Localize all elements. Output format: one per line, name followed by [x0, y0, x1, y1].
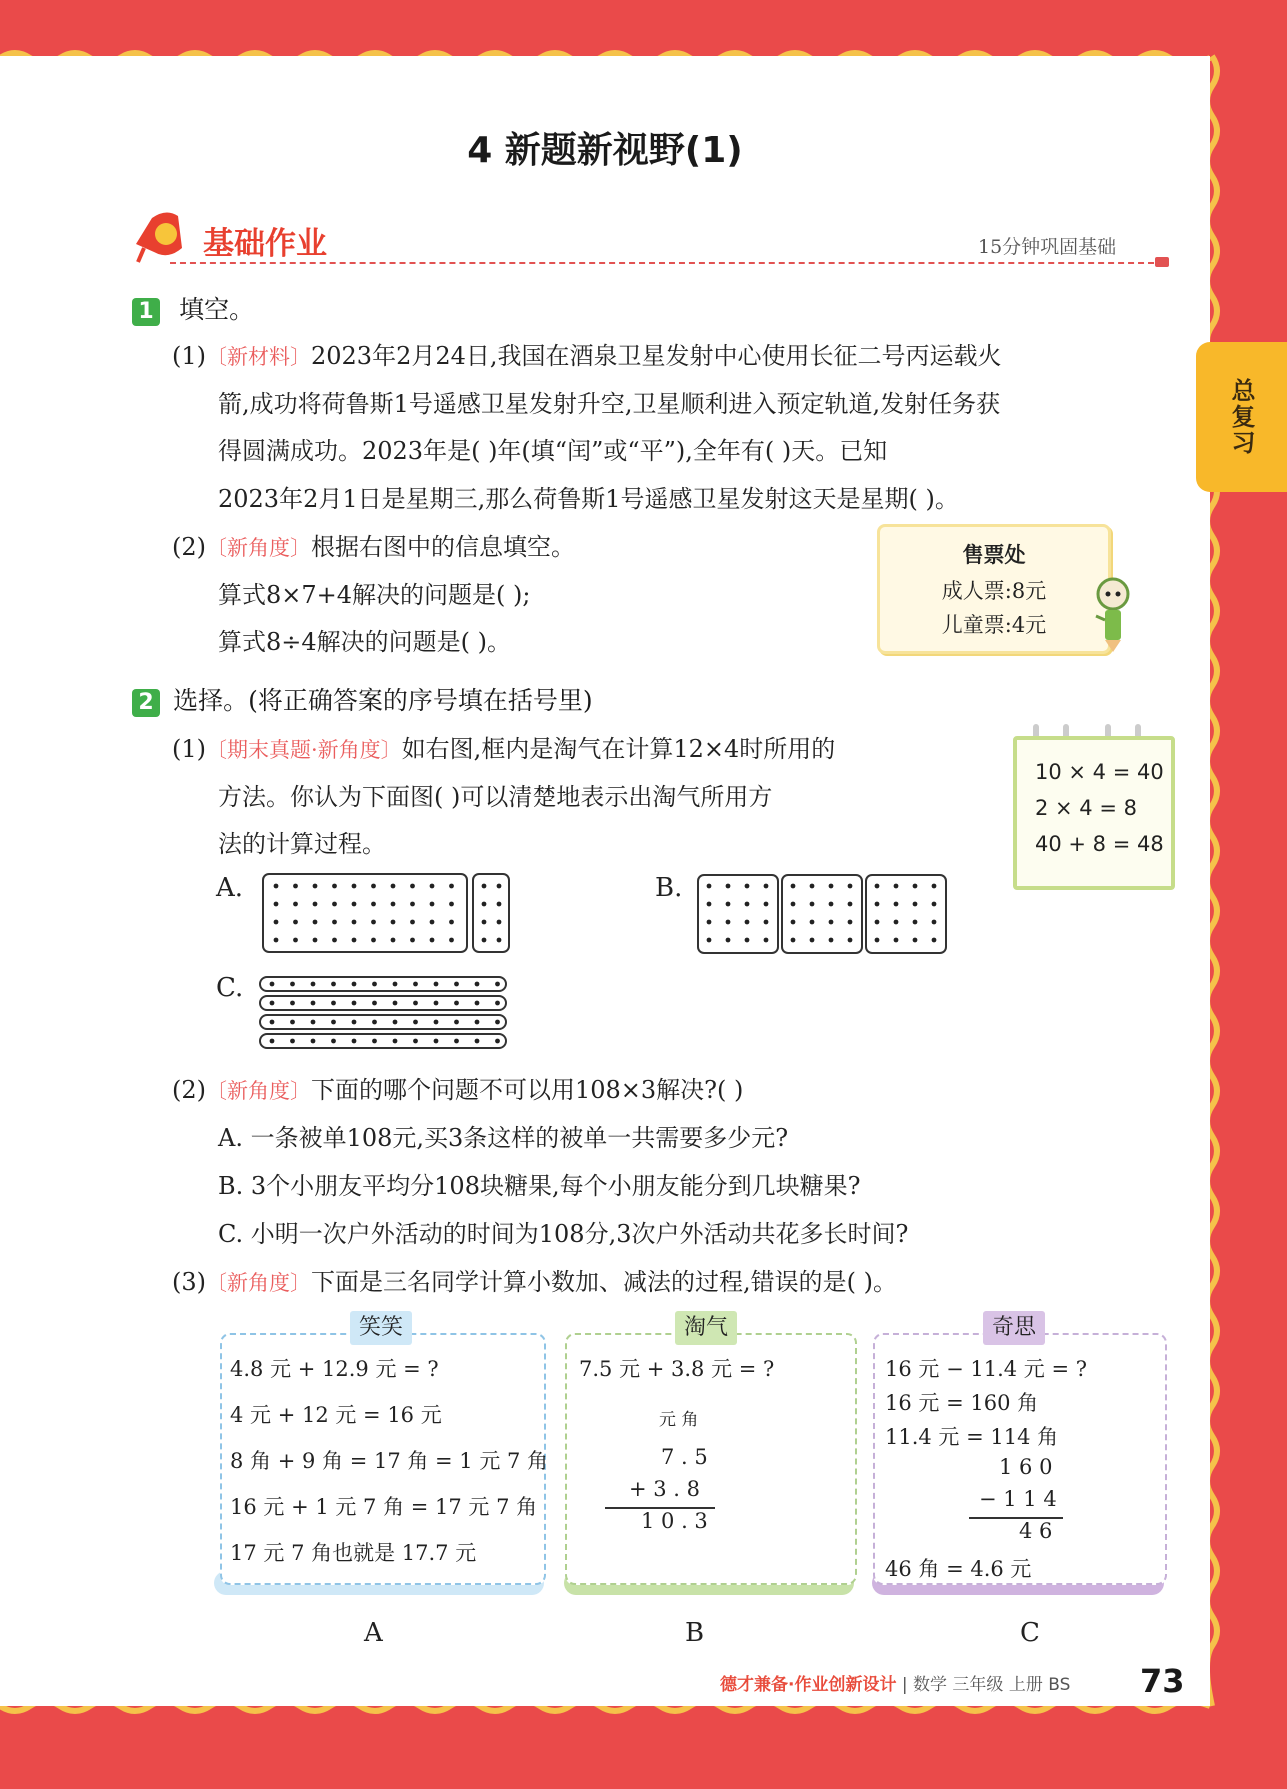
dot: [913, 884, 918, 889]
dot: [290, 1001, 295, 1006]
dot: [270, 1039, 275, 1044]
dot: [434, 982, 439, 987]
dot: [290, 1039, 295, 1044]
dot: [331, 1039, 336, 1044]
q2-part1-line-3: 法的计算过程。: [218, 830, 386, 858]
dot: [372, 1001, 377, 1006]
question-number: 1: [132, 298, 160, 326]
dot: [791, 938, 796, 943]
dot: [352, 1020, 357, 1025]
dot: [352, 920, 357, 925]
ticket-office-notice: [877, 524, 1111, 654]
dot: [290, 982, 295, 987]
dot: [726, 938, 731, 943]
dot: [313, 938, 318, 943]
dot: [497, 884, 502, 889]
card-b-column-header: 元 角: [659, 1410, 699, 1430]
dot: [848, 920, 853, 925]
dot: [791, 920, 796, 925]
dot: [371, 884, 376, 889]
dot: [332, 884, 337, 889]
dot: [430, 938, 435, 943]
dot: [372, 1039, 377, 1044]
dot: [745, 902, 750, 907]
dot: [791, 884, 796, 889]
card-b-addend-2: + 3 . 8: [629, 1477, 701, 1501]
dot: [475, 1020, 480, 1025]
card-c-line-7: 46 角 = 4.6 元: [885, 1557, 1032, 1581]
part-label: (2): [172, 533, 206, 561]
part-label: (3): [172, 1268, 206, 1296]
card-a-line-1: 4.8 元 + 12.9 元 = ?: [230, 1357, 439, 1381]
dot: [434, 1001, 439, 1006]
q1-part2-line-3: 算式8÷4解决的问题是( )。: [218, 628, 512, 656]
dot: [372, 1020, 377, 1025]
dot: [332, 938, 337, 943]
calc-line-2: 2 × 4 = 8: [1035, 796, 1137, 820]
q2-part2-line-1: [172, 1070, 743, 1105]
dot: [829, 902, 834, 907]
calc-line-1: 10 × 4 = 40: [1035, 760, 1164, 784]
dot: [430, 920, 435, 925]
part-text: 2023年2月24日,我国在酒泉卫星发射中心使用长征二号丙运载火: [311, 342, 1002, 370]
dot: [331, 1001, 336, 1006]
dot: [848, 938, 853, 943]
dot: [410, 920, 415, 925]
part-label: (2): [172, 1076, 206, 1104]
card-a-line-4: 16 元 + 1 元 7 角 = 17 元 7 角: [230, 1495, 538, 1519]
dot: [293, 902, 298, 907]
dot: [475, 1039, 480, 1044]
dot: [932, 920, 937, 925]
question-title: 选择。(将正确答案的序号填在括号里): [173, 686, 593, 715]
dot: [764, 902, 769, 907]
dot: [764, 884, 769, 889]
dot: [454, 1039, 459, 1044]
dot: [449, 902, 454, 907]
dot: [454, 982, 459, 987]
dot: [352, 1039, 357, 1044]
tag-new-angle: 〔新角度〕: [206, 1271, 311, 1295]
card-c-line-1: 16 元 − 11.4 元 = ?: [885, 1357, 1087, 1381]
dot: [726, 920, 731, 925]
notice-child-price: 儿童票:4元: [941, 613, 1047, 637]
dot: [293, 938, 298, 943]
dot: [497, 920, 502, 925]
dot: [352, 902, 357, 907]
dot: [764, 938, 769, 943]
card-a-letter[interactable]: A: [364, 1618, 383, 1648]
dot: [332, 902, 337, 907]
q1-part1-line-1: [172, 336, 1002, 371]
dot: [745, 920, 750, 925]
dot: [894, 938, 899, 943]
dot: [352, 938, 357, 943]
part-label: (1): [172, 342, 206, 370]
dot: [913, 920, 918, 925]
dot: [430, 884, 435, 889]
dot: [829, 884, 834, 889]
dot: [726, 884, 731, 889]
tag-new-material: 〔新材料〕: [206, 345, 311, 369]
question-title: 填空。: [179, 295, 255, 324]
dot: [434, 1020, 439, 1025]
dot: [913, 938, 918, 943]
side-tab-review[interactable]: [1196, 342, 1287, 492]
dot: [707, 884, 712, 889]
dot: [371, 902, 376, 907]
section-heading: 基础作业: [203, 226, 327, 262]
dot: [391, 902, 396, 907]
dot: [430, 902, 435, 907]
question-1-header: [132, 290, 254, 326]
q2-part2-option-c[interactable]: C. 小明一次户外活动的时间为108分,3次户外活动共花多长时间?: [218, 1220, 909, 1248]
dot: [391, 884, 396, 889]
part-text: 如右图,框内是淘气在计算12×4时所用的: [401, 735, 836, 763]
option-a-label[interactable]: A.: [216, 873, 244, 903]
dot: [707, 920, 712, 925]
dot: [913, 902, 918, 907]
dot: [413, 1001, 418, 1006]
q2-part3-line-1: [172, 1262, 897, 1297]
dot: [475, 1001, 480, 1006]
dot: [372, 982, 377, 987]
dot: [449, 884, 454, 889]
dot: [391, 938, 396, 943]
notice-adult-price: 成人票:8元: [941, 579, 1047, 603]
dot: [932, 938, 937, 943]
dot: [449, 938, 454, 943]
page-title: 4 新题新视野(1): [467, 130, 743, 171]
dot: [393, 1039, 398, 1044]
dot: [311, 982, 316, 987]
dot: [497, 938, 502, 943]
dot: [352, 1001, 357, 1006]
dot: [495, 982, 500, 987]
dot: [391, 920, 396, 925]
dot: [875, 902, 880, 907]
card-b-line-1: 7.5 元 + 3.8 元 = ?: [579, 1357, 775, 1381]
tag-new-angle: 〔新角度〕: [206, 1079, 311, 1103]
dot: [894, 884, 899, 889]
dot: [894, 920, 899, 925]
work-card-c: [873, 1333, 1167, 1585]
card-c-letter[interactable]: C: [1020, 1618, 1040, 1648]
card-c-minuend: 1 6 0: [999, 1455, 1053, 1479]
dot: [313, 920, 318, 925]
card-b-sum: 1 0 . 3: [641, 1509, 708, 1533]
cartoon-pencil-character-icon: [1088, 574, 1138, 654]
dot: [810, 902, 815, 907]
card-b-letter[interactable]: B: [685, 1618, 705, 1648]
dot: [410, 884, 415, 889]
dot: [270, 1001, 275, 1006]
work-card-a: [220, 1333, 549, 1585]
dot: [810, 884, 815, 889]
q1-part1-line-2: 箭,成功将荷鲁斯1号遥感卫星发射升空,卫星顺利进入预定轨道,发射任务获: [218, 390, 1001, 418]
q1-part2-line-2: 算式8×7+4解决的问题是( );: [218, 581, 531, 609]
dot: [393, 982, 398, 987]
tag-final-exam-new-angle: 〔期末真题·新角度〕: [206, 738, 402, 762]
dot: [848, 884, 853, 889]
dot: [875, 938, 880, 943]
dot: [331, 1020, 336, 1025]
section-divider-end: [1155, 257, 1169, 267]
part-text: 下面的哪个问题不可以用108×3解决?( ): [311, 1076, 744, 1104]
dot: [764, 920, 769, 925]
part-text: 下面是三名同学计算小数加、减法的过程,错误的是( )。: [311, 1268, 897, 1296]
footer-brand: 德才兼备·作业创新设计: [720, 1675, 897, 1695]
side-tab-label: 总复习: [1227, 378, 1255, 456]
dot: [454, 1020, 459, 1025]
dot: [311, 1039, 316, 1044]
dot: [454, 1001, 459, 1006]
card-c-name-tag: 奇思: [983, 1311, 1045, 1345]
dot: [497, 902, 502, 907]
dot: [791, 902, 796, 907]
card-a-name-tag: 笑笑: [350, 1311, 412, 1345]
dot: [875, 920, 880, 925]
dot: [410, 902, 415, 907]
question-2-header: [132, 681, 593, 717]
part-text: 根据右图中的信息填空。: [311, 533, 575, 561]
dot: [482, 902, 487, 907]
dot: [829, 920, 834, 925]
megaphone-icon: [130, 208, 192, 264]
dot: [274, 884, 279, 889]
card-c-difference: 4 6: [1019, 1519, 1053, 1543]
dot: [495, 1039, 500, 1044]
option-c-label[interactable]: C.: [216, 973, 244, 1003]
question-number: 2: [132, 689, 160, 717]
dot: [932, 902, 937, 907]
dot-array-option-b[interactable]: [697, 874, 949, 956]
dot: [410, 938, 415, 943]
q1-part1-line-3: 得圆满成功。2023年是( )年(填“闰”或“平”),全年有( )天。已知: [218, 437, 888, 465]
dot: [352, 982, 357, 987]
dot: [274, 938, 279, 943]
dot: [393, 1001, 398, 1006]
dot: [434, 1039, 439, 1044]
work-card-b: [565, 1333, 857, 1585]
card-b-name-tag: 淘气: [675, 1311, 737, 1345]
dot: [311, 1020, 316, 1025]
dot: [875, 884, 880, 889]
dot: [810, 920, 815, 925]
card-a-line-5: 17 元 7 角也就是 17.7 元: [230, 1541, 477, 1565]
dot: [726, 902, 731, 907]
dot: [449, 920, 454, 925]
dot: [495, 1001, 500, 1006]
dot: [290, 1020, 295, 1025]
dot: [482, 920, 487, 925]
dot: [270, 982, 275, 987]
dot: [495, 1020, 500, 1025]
dot-array-option-a[interactable]: [262, 872, 512, 956]
dot: [745, 938, 750, 943]
card-c-line-2: 16 元 = 160 角: [885, 1391, 1039, 1415]
dot-array-option-c[interactable]: [258, 975, 510, 1055]
q2-part1-line-1: [172, 729, 835, 764]
dot: [274, 920, 279, 925]
dot: [270, 1020, 275, 1025]
tag-new-angle: 〔新角度〕: [206, 536, 311, 560]
card-a-line-2: 4 元 + 12 元 = 16 元: [230, 1403, 442, 1427]
dot: [413, 982, 418, 987]
q1-part1-line-4: 2023年2月1日是星期三,那么荷鲁斯1号遥感卫星发射这天是星期( )。: [218, 485, 959, 513]
q2-part2-option-a[interactable]: A. 一条被单108元,买3条这样的被单一共需要多少元?: [218, 1124, 789, 1152]
dot: [332, 920, 337, 925]
dot: [371, 920, 376, 925]
card-c-subtrahend: − 1 1 4: [979, 1487, 1057, 1511]
card-c-line-3: 11.4 元 = 114 角: [885, 1425, 1059, 1449]
footer-book-info: | 数学 三年级 上册 BS: [901, 1675, 1071, 1695]
dot: [894, 902, 899, 907]
dot: [932, 884, 937, 889]
section-subtitle: 15分钟巩固基础: [978, 236, 1117, 258]
q1-part2-line-1: [172, 527, 575, 562]
dot: [482, 938, 487, 943]
dot: [293, 920, 298, 925]
dot: [331, 982, 336, 987]
q2-part1-line-2: 方法。你认为下面图( )可以清楚地表示出淘气所用方: [218, 783, 773, 811]
dot: [475, 982, 480, 987]
dot: [482, 884, 487, 889]
dot: [707, 902, 712, 907]
calc-line-3: 40 + 8 = 48: [1035, 832, 1164, 856]
q2-part2-option-b[interactable]: B. 3个小朋友平均分108块糖果,每个小朋友能分到几块糖果?: [218, 1172, 861, 1200]
page-number: 73: [1140, 1662, 1185, 1700]
part-label: (1): [172, 735, 206, 763]
dot: [413, 1020, 418, 1025]
dot: [393, 1020, 398, 1025]
dot: [829, 938, 834, 943]
section-divider: [170, 262, 1164, 264]
taoqi-calculation-box: [1013, 736, 1175, 890]
notice-title: 售票处: [962, 542, 1026, 567]
option-b-label[interactable]: B.: [655, 873, 683, 903]
card-a-line-3: 8 角 + 9 角 = 17 角 = 1 元 7 角: [230, 1449, 549, 1473]
dot: [313, 902, 318, 907]
dot: [707, 938, 712, 943]
card-b-addend-1: 7 . 5: [661, 1445, 708, 1469]
footer-series: [720, 1670, 1070, 1695]
dot: [352, 884, 357, 889]
dot: [745, 884, 750, 889]
dot: [311, 1001, 316, 1006]
dot: [313, 884, 318, 889]
dot: [413, 1039, 418, 1044]
dot: [293, 884, 298, 889]
dot: [371, 938, 376, 943]
dot: [810, 938, 815, 943]
dot: [274, 902, 279, 907]
dot: [848, 902, 853, 907]
